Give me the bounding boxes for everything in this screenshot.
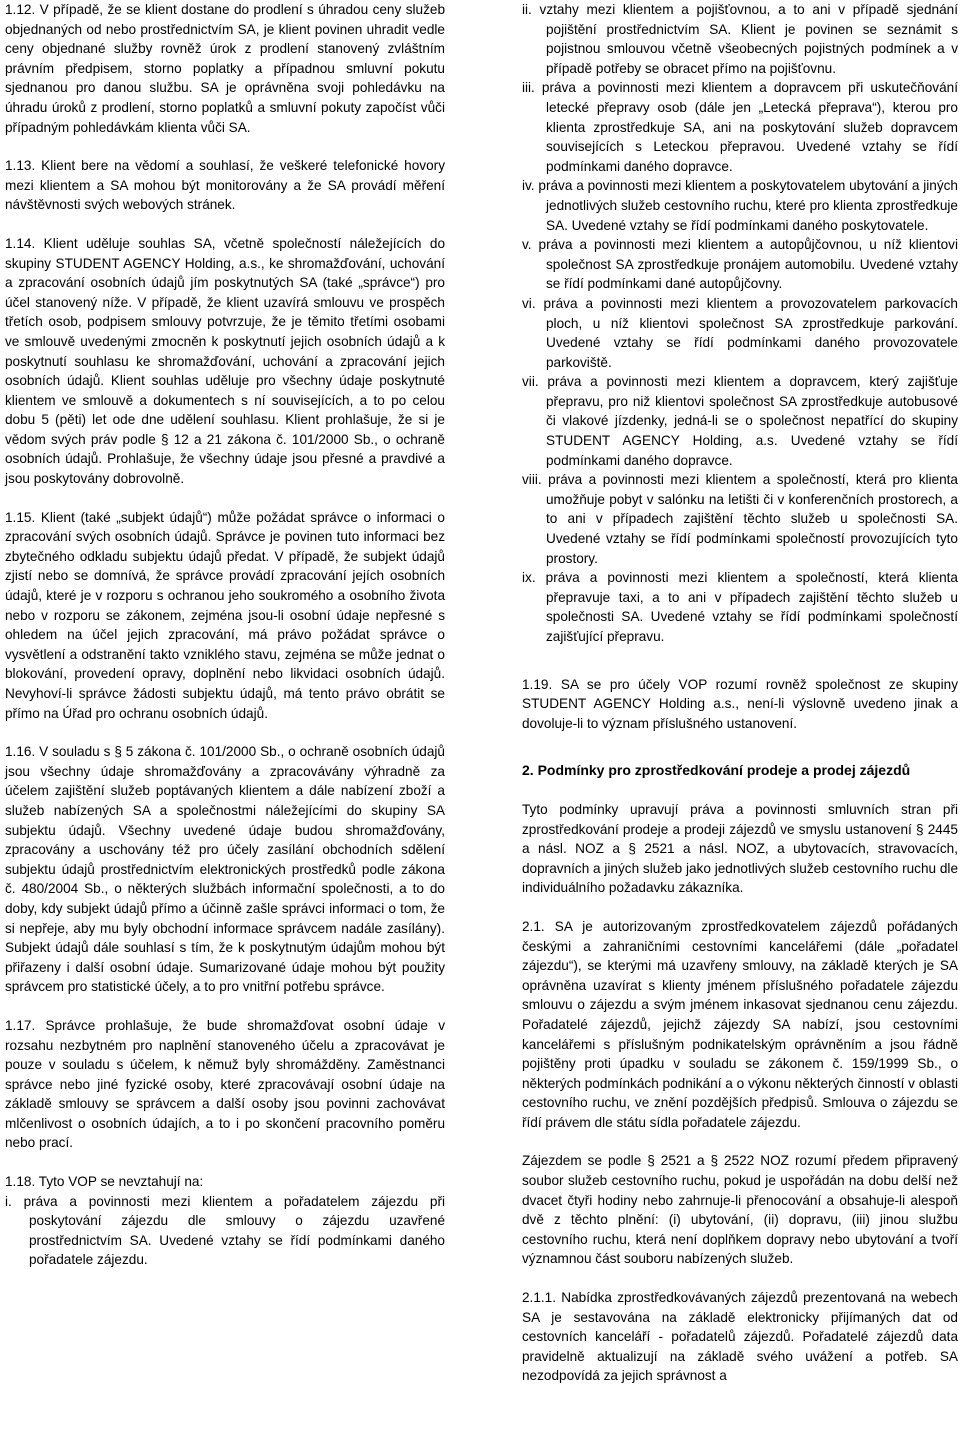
list-item-viii: viii. práva a povinnosti mezi klientem a společností, která pro klienta umožňuje pobyt v salónku na letišti či v konferenčních prostorech, a to ani v případech zajištění těchto služeb u společnosti SA. Uvedené vztahy se řídí podmínkami společností provozujících tyto prostory. bbox=[522, 472, 958, 566]
section-heading-2: 2. Podmínky pro zprostředkování prodeje a prodej zájezdů bbox=[522, 762, 911, 779]
list-item-vii: vii. práva a povinnosti mezi klientem a dopravcem, který zajišťuje přepravu, pro niž klientovi společnost SA zprostředkuje autobusové či vlakové jízdenky, jedná-li se o společnost nepatřící do skupiny STUDENT AGENCY Holding, a.s. Uvedené vztahy se řídí podmínkami daného dopravce. bbox=[522, 374, 958, 468]
paragraph-1-14: 1.14. Klient uděluje souhlas SA, včetně společností náležejících do skupiny STUDENT AGENCY Holding, a.s., ke shromažďování, uchování a zpracování osobních údajů jím poskytnutých SA (také „správce“) pro účel stanovený níže. V případě, že klient uzavírá smlouvu ve prospěch třetích osob, podpisem smlouvy potvrzuje, že je těmito třetími osobami ve smlouvě uvedenými zmocněn k poskytnutí jejich osobních údajů a k poskytnutí souhlasu ke shromažďování, uchování a zpracování jejich osobních údajů. Klient souhlas uděluje pro všechny údaje poskytnuté klientem ve smlouvě a dokumentech s ní souvisejících, a to po celou dobu 5 (pěti) let ode dne udělení souhlasu. Klient prohlašuje, že si je vědom svých práv podle § 12 a 21 zákona č. 101/2000 Sb., o ochraně osobních údajů. Prohlašuje, že všechny údaje jsou přesné a pravdivé a jsou poskytovány dobrovolně. bbox=[5, 235, 445, 487]
list-item-iv: iv. práva a povinnosti mezi klientem a poskytovatelem ubytování a jiných jednotlivých služeb cestovního ruchu, které pro klienta zprostředkuje SA. Uvedené vztahy se řídí podmínkami daného poskytovatele. bbox=[522, 178, 958, 233]
paragraph-1-13: 1.13. Klient bere na vědomí a souhlasí, že veškeré telefonické hovory mezi klientem a SA mohou být monitorovány a že SA provádí měření návštěvnosti svých webových stránek. bbox=[5, 158, 445, 213]
paragraph-1-17: 1.17. Správce prohlašuje, že bude shromažďovat osobní údaje v rozsahu nezbytném pro naplnění stanoveného účelu a zpracovávat je pouze v souladu s účelem, k němuž byly shromážděny. Zaměstnanci správce nebo jiné fyzické osoby, které zpracovávají osobní údaje na základě smlouvy se správcem a další osoby jsou povinni zachovávat mlčenlivost o osobních údajích, a to i po skončení pracovního poměru nebo prací. bbox=[5, 1017, 445, 1151]
paragraph-2-1: 2.1. SA je autorizovaným zprostředkovatelem zájezdů pořádaných českými a zahraničními cestovními kancelářemi (dále „pořadatel zájezdu“), se kterými má uzavřeny smlouvy, na základě kterých je SA oprávněna uzavírat s klienty jménem příslušného pořadatele zájezdu smlouvu o zájezdu a svým jménem inkasovat sjednanou cenu zájezdu. Pořadatelé zájezdů, jejichž zájezdy SA nabízí, jsou cestovními kancelářemi s příslušným podnikatelským oprávněním a jsou řádně pojištěny proti úpadku v souladu se zákonem č. 159/1999 Sb., o některých podmínkách podnikání a o výkonu některých činností v oblasti cestovního ruchu, ve znění pozdějších předpisů. Smlouva o zájezdu se řídí právem dle státu sídla pořadatele zájezdu. bbox=[522, 918, 959, 1130]
paragraph-1-16: 1.16. V souladu s § 5 zákona č. 101/2000 Sb., o ochraně osobních údajů jsou všechny údaje shromažďovány a zpracovávány výhradně za účelem zajištění služeb poptávaných klientem a dále nabízení zboží a služeb nabízených SA a společnostmi náležejícími do skupiny SA subjektu údajů. Všechny uvedené údaje budou shromažďovány, zpracovány a uschovány též pro účely zasílání obchodních sdělení subjektu údajů prostřednictvím elektronických prostředků podle zákona č. 480/2004 Sb., o některých službách informační společnosti, a to do doby, kdy subjekt údajů přímo a účinně zašle správci informaci o tom, že si nepřeje, aby mu byly obchodní informace správcem nadále zasílány). Subjekt údajů dále souhlasí s tím, že k poskytnutým údajům mohou být přiřazeny i další osobní údaje. Sumarizované údaje mohou být použity správcem pro statistické účely, a to pro vnitřní potřebu správce. bbox=[5, 744, 445, 995]
right-column bbox=[522, 0, 958, 1386]
list-item-v: v. práva a povinnosti mezi klientem a autopůjčovnou, u níž klientovi společnost SA zprostředkuje pronájem automobilu. Uvedené vztahy se řídí podmínkami dané autopůjčovny. bbox=[522, 237, 958, 292]
paragraph-2-zajezd: Zájezdem se podle § 2521 a § 2522 NOZ rozumí předem připravený soubor služeb cestovního ruchu, pokud je uspořádán na dobu delší než dvacet čtyři hodiny nebo zahrnuje-li přenocování a obsahuje-li alespoň dvě z těchto plnění: (i) ubytování, (ii) dopravu, (iii) jinou službu cestovního ruchu, která není doplňkem dopravy nebo ubytování a tvoří významnou část souboru nabízených služeb. bbox=[522, 1153, 958, 1267]
paragraph-2-intro: Tyto podmínky upravují práva a povinnosti smluvních stran při zprostředkování prodeje a prodeji zájezdů ve smyslu ustanovení § 2445 a násl. NOZ a § 2521 a násl. NOZ, a ubytovacích, stravovacích, dopravních a jiných služeb jako jednotlivých služeb cestovního ruchu dle individuálního požadavku zákazníka. bbox=[522, 801, 959, 896]
list-item-ix: ix. práva a povinnosti mezi klientem a společností, která klienta přepravuje taxi, a to ani v případech zajištění těchto služeb u společnosti SA. Uvedené vztahy se řídí podmínkami společností zajišťující přepravu. bbox=[522, 570, 958, 644]
paragraph-1-18: 1.18. Tyto VOP se nevztahují na: bbox=[5, 1174, 204, 1190]
list-item-ii: ii. vztahy mezi klientem a pojišťovnou, a to ani v případě sjednání pojištění prostřednictvím SA. Klient je povinen se seznámit s pojistnou smlouvou včetně všeobecných pojistných podmínek a v případě potřeby se obracet přímo na pojišťovnu. bbox=[522, 2, 958, 76]
paragraph-2-1-1: 2.1.1. Nabídka zprostředkovávaných zájezdů prezentovaná na webech SA je sestavována na základě elektronicky přijímaných dat od cestovních kanceláří - pořadatelů zájezdů. Pořadatelé zájezdů data pravidelně aktualizují na základě svého uvážení a potřeb. SA nezodpovídá za jejich správnost a bbox=[522, 1290, 958, 1384]
list-item-iii: iii. práva a povinnosti mezi klientem a dopravcem při uskutečňování letecké přepravy osob (dále jen „Letecká přeprava“), kterou pro klienta zprostředkuje SA, ani na poskytování služeb dopravcem souvisejících s Leteckou přepravou. Uvedené vztahy se řídí podmínkami daného dopravce. bbox=[522, 80, 958, 174]
paragraph-1-15: 1.15. Klient (také „subjekt údajů“) může požádat správce o informaci o zpracování svých osobních údajů. Správce je povinen tuto informaci bez zbytečného odkladu subjektu údajů předat. V případě, že subjekt údajů zjistí nebo se domnívá, že správce provádí zpracování jejích osobních údajů, které je v rozporu s ochranou jeho soukromého a osobního života nebo v rozporu se zákonem, zejména jsou-li osobní údaje nepřesné s ohledem na účel jejich zpracování, má právo požádat správce o vysvětlení a odstranění takto vzniklého stavu, zejména se může jednat o blokování, provedení opravy, doplnění nebo likvidaci osobních údajů. Nevyhoví-li správce žádosti subjektu údajů, má tento právo obrátit se přímo na Úřad pro ochranu osobních údajů. bbox=[5, 509, 445, 721]
paragraph-1-12: 1.12. V případě, že se klient dostane do prodlení s úhradou ceny služeb objednaných od nebo prostřednictvím SA, je klient povinen uhradit vedle ceny objednané služby rovněž úrok z prodlení stanovený zvláštním právním předpisem, storno poplatky a případnou smluvní pokutu sjednanou pro danou službu. SA je oprávněna svoji pohledávku na úhradu úroků z prodlení, storno poplatků a smluvní pokuty započíst vůči případným pohledávkám klienta vůči SA. bbox=[5, 2, 445, 135]
list-item-i: i. práva a povinnosti mezi klientem a pořadatelem zájezdu při poskytování zájezdu dle smlouvy o zájezdu uzavřené prostřednictvím SA. Uvedené vztahy se řídí podmínkami daného pořadatele zájezdu. bbox=[5, 1193, 445, 1268]
left-column bbox=[5, 0, 445, 1270]
list-item-vi: vi. práva a povinnosti mezi klientem a provozovatelem parkovacích ploch, u níž klientovi společnost SA zprostředkuje parkování. Uvedené vztahy se řídí podmínkami daného provozovatele parkoviště. bbox=[522, 295, 958, 370]
paragraph-1-19: 1.19. SA se pro účely VOP rozumí rovněž společnost ze skupiny STUDENT AGENCY Holding a.s., není-li výslovně uvedeno jinak a dovoluje-li to význam příslušného ustanovení. bbox=[522, 676, 958, 731]
